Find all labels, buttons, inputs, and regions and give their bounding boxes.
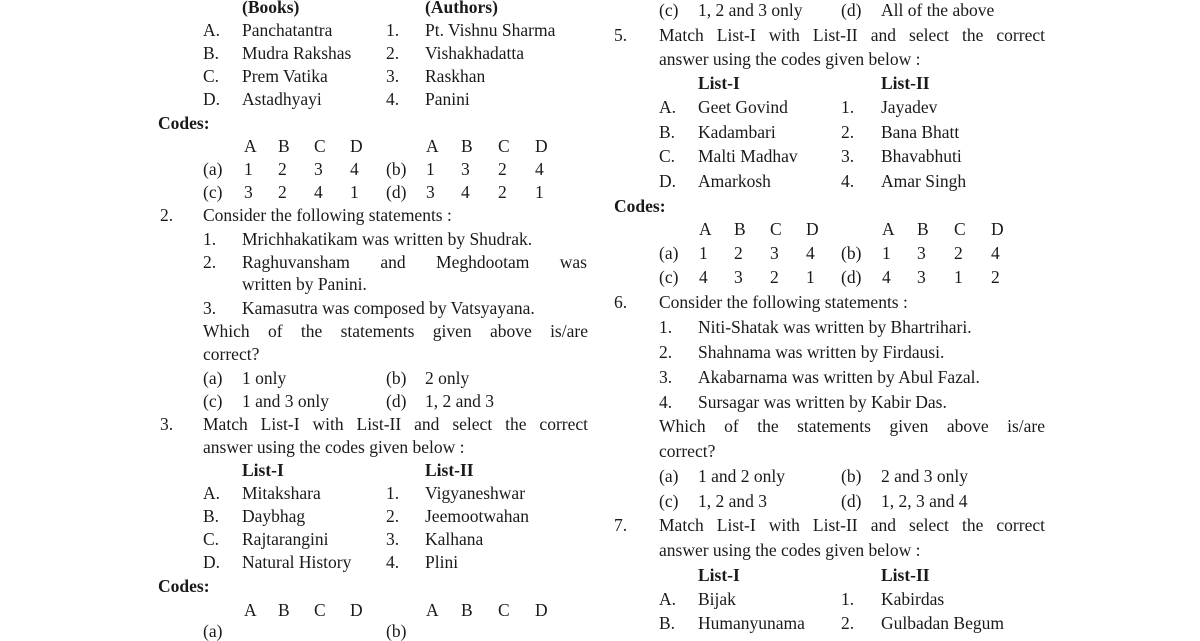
code-letter: B [278, 136, 290, 156]
code-value: 2 [734, 243, 743, 263]
code-value: 1 [535, 182, 544, 202]
word: the [300, 321, 323, 341]
row-key: A. [203, 483, 221, 503]
code-value: 4 [699, 267, 708, 287]
row-item: Prem Vatika [242, 66, 328, 86]
statement-number: 2. [659, 342, 673, 362]
row-num: 1. [841, 97, 855, 117]
list1-header: List-I [698, 565, 740, 585]
option-label: (a) [659, 466, 679, 486]
word: Match [659, 25, 704, 45]
row-num: 3. [841, 146, 855, 166]
row-match: Vishakhadatta [425, 43, 525, 63]
code-letter: D [806, 219, 819, 239]
word: List-II [812, 515, 858, 535]
word: of [267, 321, 283, 341]
row-key: C. [203, 529, 220, 549]
code-letter: D [350, 600, 363, 620]
statement-text-line [242, 252, 587, 272]
word: select [452, 414, 493, 434]
row-item: Mitakshara [242, 483, 321, 503]
word: correct [996, 25, 1045, 45]
word: List-I [260, 414, 300, 434]
question-number: 5. [614, 25, 628, 45]
row-item: Kadambari [698, 122, 776, 142]
row-item: Astadhyayi [242, 89, 322, 109]
option-label-partial: (a) [203, 621, 223, 641]
row-key: D. [659, 171, 677, 191]
word: Which [203, 321, 250, 341]
code-value: 2 [278, 159, 287, 179]
row-item: Amarkosh [698, 171, 771, 191]
code-value: 3 [244, 182, 253, 202]
code-letter: D [350, 136, 363, 156]
word: List-II [356, 414, 402, 434]
row-num: 2. [386, 506, 400, 526]
word: is/are [550, 321, 588, 341]
row-key: D. [203, 552, 221, 572]
word: statements [340, 321, 415, 341]
row-num: 1. [841, 589, 855, 609]
code-letter: A [426, 136, 439, 156]
row-key: D. [203, 89, 221, 109]
word: is/are [1007, 416, 1045, 436]
code-letter: C [954, 219, 966, 239]
option-text: 1 and 3 only [242, 391, 330, 411]
code-letter: A [244, 600, 257, 620]
option-text: 1, 2 and 3 [425, 391, 495, 411]
option-label: (b) [841, 243, 862, 263]
codes-label: Codes: [158, 113, 210, 133]
option-label-partial: (b) [386, 621, 407, 641]
statement-number: 3. [659, 367, 673, 387]
word: given [432, 321, 472, 341]
option-label: (b) [386, 159, 407, 179]
code-value: 2 [498, 182, 507, 202]
code-value: 1 [426, 159, 435, 179]
row-num: 4. [386, 89, 400, 109]
list2-header: List-II [425, 460, 474, 480]
row-match: Pt. Vishnu Sharma [425, 20, 556, 40]
option-label: (a) [203, 159, 223, 179]
word: Match [203, 414, 248, 434]
word: correct [539, 414, 588, 434]
statement-number: 2. [203, 252, 217, 272]
row-key: B. [659, 122, 676, 142]
code-letter: A [426, 600, 439, 620]
word: Match [659, 515, 704, 535]
option-label: (a) [659, 243, 679, 263]
row-item: Bijak [698, 589, 736, 609]
question-line: correct? [203, 344, 260, 364]
question-stem-line: answer using the codes given below : [659, 540, 921, 560]
code-letter: A [699, 219, 712, 239]
option-text: 1, 2 and 3 only [698, 0, 803, 20]
code-value: 1 [244, 159, 253, 179]
word: and [870, 515, 896, 535]
code-value: 2 [954, 243, 963, 263]
row-match: Gulbadan Begum [881, 613, 1004, 633]
row-match: Raskhan [425, 66, 486, 86]
row-num: 3. [386, 529, 400, 549]
code-letter: B [461, 136, 473, 156]
option-text: 1, 2, 3 and 4 [881, 491, 968, 511]
code-value: 1 [350, 182, 359, 202]
option-text: 1 and 2 only [698, 466, 786, 486]
option-label: (c) [203, 182, 223, 202]
option-label: (c) [659, 491, 679, 511]
question-line [659, 416, 1045, 436]
word: List-I [716, 515, 756, 535]
word: and [870, 25, 896, 45]
statement-text: Shahnama was written by Firdausi. [698, 342, 945, 362]
word: with [768, 25, 800, 45]
row-item: Natural History [242, 552, 352, 572]
code-value: 3 [770, 243, 779, 263]
row-num: 3. [386, 66, 400, 86]
row-key: B. [203, 43, 220, 63]
option-text: 2 only [425, 368, 470, 388]
statement-text: Mrichhakatikam was written by Shudrak. [242, 229, 533, 249]
row-item: Malti Madhav [698, 146, 798, 166]
option-label: (d) [841, 491, 862, 511]
word: the [757, 416, 779, 436]
code-letter: C [770, 219, 782, 239]
word: the [505, 414, 527, 434]
code-letter: C [314, 600, 326, 620]
code-value: 2 [991, 267, 1000, 287]
code-value: 3 [917, 267, 926, 287]
row-num: 1. [386, 483, 400, 503]
code-letter: C [498, 136, 510, 156]
row-key: A. [203, 20, 221, 40]
row-item: Rajtarangini [242, 529, 329, 549]
row-num: 4. [386, 552, 400, 572]
word: List-I [716, 25, 756, 45]
question-line: correct? [659, 441, 716, 461]
word: correct [996, 515, 1045, 535]
list2-header: List-II [881, 565, 930, 585]
question-number: 6. [614, 292, 628, 312]
question-line [203, 321, 588, 341]
option-label: (d) [386, 182, 407, 202]
code-letter: A [244, 136, 257, 156]
row-item: Mudra Rakshas [242, 43, 352, 63]
row-match: Jayadev [881, 97, 938, 117]
row-match: Kabirdas [881, 589, 945, 609]
list1-header: List-I [242, 460, 284, 480]
word: was [559, 252, 587, 272]
word: statements [797, 416, 871, 436]
question-stem: Consider the following statements : [659, 292, 908, 312]
word: Raghuvansham [242, 252, 350, 272]
row-item: Humanyunama [698, 613, 805, 633]
authors-header: (Authors) [425, 0, 498, 17]
code-letter: B [734, 219, 746, 239]
row-match: Amar Singh [881, 171, 967, 191]
code-value: 3 [426, 182, 435, 202]
question-number: 2. [160, 205, 174, 225]
row-key: A. [659, 589, 677, 609]
word: the [961, 25, 984, 45]
word: given [889, 416, 929, 436]
word: of [724, 416, 739, 436]
code-value: 3 [461, 159, 470, 179]
statement-text: Sursagar was written by Kabir Das. [698, 392, 947, 412]
option-text: 2 and 3 only [881, 466, 969, 486]
row-match: Kalhana [425, 529, 484, 549]
code-value: 3 [917, 243, 926, 263]
statement-text: Niti-Shatak was written by Bhartrihari. [698, 317, 972, 337]
row-item: Geet Govind [698, 97, 788, 117]
row-match: Bana Bhatt [881, 122, 960, 142]
row-key: B. [659, 613, 676, 633]
row-match: Jeemootwahan [425, 506, 529, 526]
row-num: 2. [386, 43, 400, 63]
list2-header: List-II [881, 73, 930, 93]
code-value: 2 [498, 159, 507, 179]
code-value: 1 [699, 243, 708, 263]
codes-label: Codes: [614, 196, 666, 216]
code-value: 3 [734, 267, 743, 287]
code-letter: D [535, 600, 548, 620]
code-letter: C [498, 600, 510, 620]
question-number: 7. [614, 515, 628, 535]
code-letter: A [882, 219, 895, 239]
question-stem-line [203, 414, 588, 434]
option-label: (b) [841, 466, 862, 486]
word: List-II [812, 25, 858, 45]
question-stem-line [659, 25, 1045, 45]
option-text: 1 only [242, 368, 287, 388]
row-num: 2. [841, 122, 855, 142]
code-value: 4 [882, 267, 891, 287]
statement-text: Kamasutra was composed by Vatsyayana. [242, 298, 535, 318]
row-key: C. [659, 146, 676, 166]
option-label: (c) [659, 267, 679, 287]
row-key: A. [659, 97, 677, 117]
row-match: Plini [425, 552, 459, 572]
code-value: 2 [278, 182, 287, 202]
statement-number: 4. [659, 392, 673, 412]
row-item: Daybhag [242, 506, 306, 526]
option-label: (c) [203, 391, 223, 411]
code-letter: C [314, 136, 326, 156]
code-letter: D [991, 219, 1004, 239]
code-letter: B [917, 219, 929, 239]
word: above [946, 416, 989, 436]
statement-text-line: written by Panini. [242, 274, 367, 294]
row-num: 1. [386, 20, 400, 40]
word: with [312, 414, 344, 434]
question-stem: Consider the following statements : [203, 205, 452, 225]
question-stem-line [659, 515, 1045, 535]
question-number: 3. [160, 414, 174, 434]
question-stem-line: answer using the codes given below : [659, 49, 921, 69]
word: the [961, 515, 984, 535]
code-value: 2 [770, 267, 779, 287]
code-value: 1 [882, 243, 891, 263]
row-match: Bhavabhuti [881, 146, 962, 166]
option-label: (d) [386, 391, 407, 411]
row-match: Vigyaneshwar [425, 483, 526, 503]
option-label: (b) [386, 368, 407, 388]
code-letter: D [535, 136, 548, 156]
row-match: Panini [425, 89, 470, 109]
row-key: C. [203, 66, 220, 86]
code-value: 4 [991, 243, 1000, 263]
row-item: Panchatantra [242, 20, 333, 40]
word: with [768, 515, 800, 535]
code-value: 4 [461, 182, 470, 202]
question-stem-line: answer using the codes given below : [203, 437, 465, 457]
word: and [380, 252, 406, 272]
option-label: (d) [841, 0, 862, 20]
code-value: 1 [806, 267, 815, 287]
row-num: 4. [841, 171, 855, 191]
word: and [414, 414, 440, 434]
code-value: 4 [535, 159, 544, 179]
statement-number: 1. [203, 229, 217, 249]
option-label: (a) [203, 368, 223, 388]
option-text: All of the above [881, 0, 995, 20]
code-value: 4 [806, 243, 815, 263]
list1-header: List-I [698, 73, 740, 93]
row-num: 2. [841, 613, 855, 633]
word: Meghdootam [436, 252, 530, 272]
books-header: (Books) [242, 0, 300, 17]
statement-number: 3. [203, 298, 217, 318]
statement-text: Akabarnama was written by Abul Fazal. [698, 367, 980, 387]
word: select [909, 25, 949, 45]
code-value: 3 [314, 159, 323, 179]
code-value: 4 [314, 182, 323, 202]
code-value: 1 [954, 267, 963, 287]
option-text: 1, 2 and 3 [698, 491, 768, 511]
word: select [909, 515, 949, 535]
statement-number: 1. [659, 317, 673, 337]
code-letter: B [278, 600, 290, 620]
code-value: 4 [350, 159, 359, 179]
codes-label: Codes: [158, 576, 210, 596]
word: Which [659, 416, 706, 436]
code-letter: B [461, 600, 473, 620]
option-label: (d) [841, 267, 862, 287]
row-key: B. [203, 506, 220, 526]
word: above [489, 321, 532, 341]
option-label: (c) [659, 0, 679, 20]
